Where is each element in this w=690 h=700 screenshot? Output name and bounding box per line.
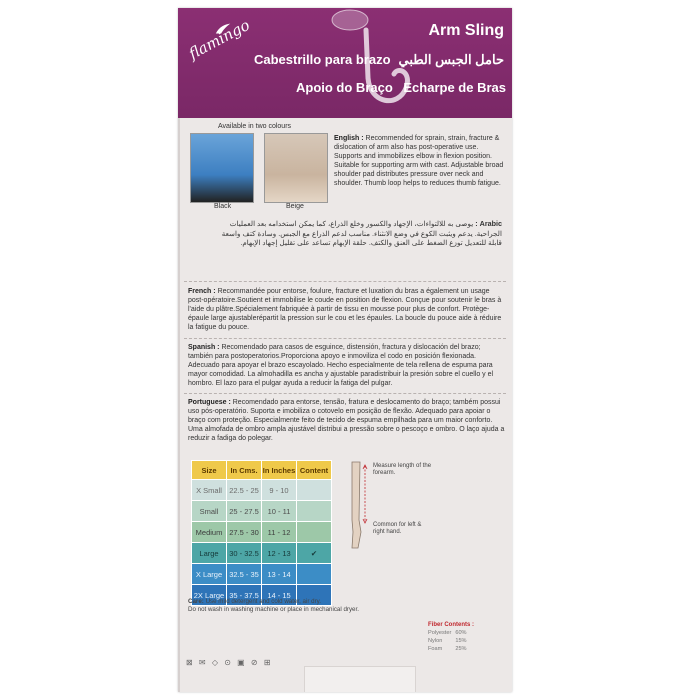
size-chart [191,460,332,606]
title-spanish: Cabestrillo para brazo [254,52,391,67]
barcode-area [304,666,416,692]
table-row: Large 30 - 32.5 12 - 13 ✔ [192,543,332,564]
content-header: Content [297,461,332,480]
card-edge [178,118,180,692]
photo-black-sling [190,133,254,203]
title-english: Arm Sling [428,22,504,39]
photo-beige-sling [264,133,328,203]
divider [184,281,506,282]
table-row: Small 25 - 27.5 10 - 11 [192,501,332,522]
title-french: Echarpe de Bras [403,80,506,95]
table-row: Foam 25% [428,646,467,652]
measure-note: Measure length of the forearm. [373,463,432,476]
care-instructions: Care: Use mild detergent and cold water, air dry. Do not wash in washing machine or place in mechanical dryer. [188,598,359,613]
title-arabic: حامل الجبس الطبي [398,52,504,67]
common-note: Common for left & right hand. [373,522,422,535]
inches-header: In Inches [262,461,297,480]
french-description: French : Recommandée pour entorse, foulure, fracture et luxation du bras a également un usage post-opératoire.Soutient et immobilise le coude en position de flexion. Conçue pour soutenir le bras à l'aide du plâtre.Spécialement fabriquée à partir de tissu en mousse pour plus de confort. Protège-épaule large ajustablerépartit la pression sur le cou et les épaules. La boucle du pouce aide à réduire la fatigue du pouce. [188,288,502,331]
hanger-hook-icon [328,8,418,118]
product-card [178,8,512,692]
title-portuguese: Apoio do Braço [296,80,393,95]
care-symbols-icon: ⊠ ✉ ◇ ⊙ ▣ ⊘ ⊞ [186,658,273,667]
size-header: Size [192,461,227,480]
table-row: Medium 27.5 - 30 11 - 12 [192,522,332,543]
colour-label-black: Black [214,203,232,210]
divider [184,338,506,339]
divider [184,393,506,394]
table-row: Polyester 60% [428,630,467,636]
table-row: X Large 32.5 - 35 13 - 14 [192,564,332,585]
arabic-description: Arabic : يوصى به للالتواءات، الإجهاد والكسور وخلع الذراع، كما يمكن استخدامه بعد العمليات الجراحية. يدعم ويثبت الكوع في وضع الانثناء. مناسب لدعم الذراع مع الجبس. وسادة كتف واسعة قابلة للتعديل توزع الضغط على العنق والكتف. حلقة الإبهام تساعد على تقليل إجهاد الإبهام. [221,219,502,247]
table-row: X Small 22.5 - 25 9 - 10 [192,480,332,501]
brand-logo-text: flamingo [185,15,253,63]
cms-header: In Cms. [227,461,262,480]
table-row: 2X Large 35 - 37.5 14 - 15 [192,585,332,606]
colours-caption: Available in two colours [218,123,292,130]
spanish-description: Spanish : Recomendado para casos de esguince, distensión, fractura y dislocación del brazo; también para postoperatorios.Proporciona apoyo e inmoviliza el codo en posición flexionada. Adecuado para apoyar el brazo escayolado. Hecho especialmente de tela rellena de espuma para mayor comodidad. La almohadilla es ancha y ajustable paradistribuir la presión sobre el cuello y el hombro. El lazo para el pulgar ayuda a reducir la fatiga del pulgar. [188,344,494,387]
portuguese-description: Portuguese : Recomendado para entorse, tensão, fratura e deslocamento do braço; também possui uso pós-operatório. Suporta e imobiliza o cotovelo em posição de flexão. Adequado para apoiar o braço com proteção. Especialmente feito de tecido de espuma empilhada para um maior conforto. Uma almofada de ombro ampla ajustável distribui a pressão sobre o pescoço e ombro. O laço ajuda a reduzir a fadiga do polegar. [188,399,505,442]
fiber-contents: Fiber Contents : Polyester 60% Nylon 15% Foam 25% [428,622,474,652]
purple-header [178,8,512,118]
forearm-diagram-icon [346,460,368,550]
colour-label-beige: Beige [286,203,304,210]
table-row: Nylon 15% [428,638,467,644]
checkmark-icon: ✔ [297,543,332,564]
english-description: English : Recommended for sprain, strain, fracture & dislocation of arm also has post-operative use. Supports and immobilizes elbow in flexion position. Suitable for supporting arm with cast. Adjustable broad shoulder pad distributes pressure over neck and shoulder. Thumb loop helps to reduces thumb fatigue. [334,135,504,187]
